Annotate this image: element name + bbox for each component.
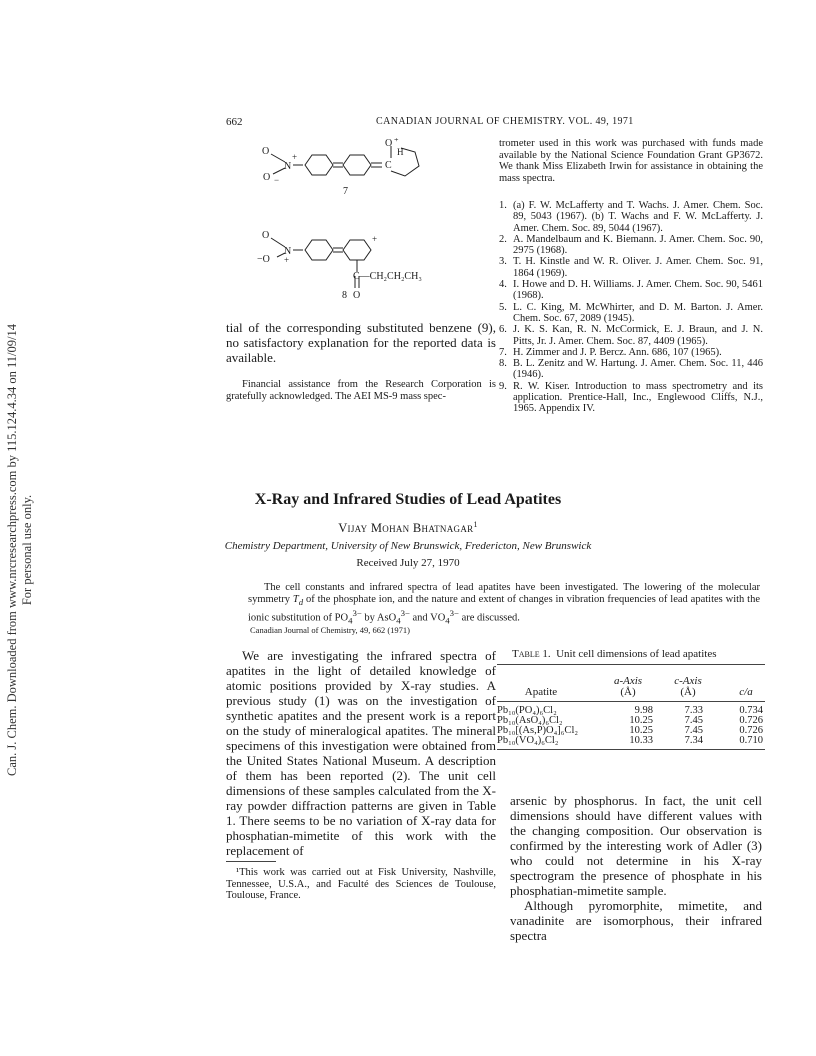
s7-ring-2 [343,155,371,175]
cell-apatite: Pb₁₀(VO₄)₆Cl₂ [497,735,559,746]
article-title: X-Ray and Infrared Studies of Lead Apatites [254,491,562,508]
running-head [226,116,762,130]
table-top-rule [497,664,765,665]
abstract-and: and [412,612,428,624]
symmetry-symbol: T [292,593,299,605]
reference-item [499,302,763,325]
cell-a-axis: 10.33 [629,735,653,746]
author-footnote: ¹This work was carried out at Fisk University, Nashville, Tennessee, U.S.A., and Faculté des Sciences de Toulouse, Toulouse, France. [226,867,496,901]
cell-c-axis: 7.45 [684,715,703,726]
arsenate-ion: AsO [376,612,397,624]
reference-text: (a) F. W. McLafferty and T. Wachs. J. Amer. Chem. Soc. 89, 5043 (1967). (b) T. Wachs and F. W. McLafferty. J. Amer. Chem. Soc. 89, 5044 (1967). [513,200,763,234]
download-notice-line-2: For personal use only. [20,494,34,606]
cell-apatite: Pb₁₀(AsO₄)₆Cl₂ [497,715,563,726]
cell-c-over-a: 0.726 [739,715,763,726]
body-paragraph-2: arsenic by phosphorus. In fact, the unit cell dimensions should have different values with the changing composition. Our observation is confirmed by the interesting work of Adler (3) who could not determine in his X-ray spectrogram the presence of phosphate in his phosphatian-mimetite sample. [510,793,762,898]
vanadate-ion: VO [430,612,446,624]
s7-cyclic-chain [391,146,419,176]
header-apatite: Apatite [524,686,558,698]
cell-a-axis: 10.25 [629,715,653,726]
table-label: Table 1. [512,648,551,660]
cell-c-over-a: 0.734 [739,705,763,716]
header-a-unit: (Å) [620,686,636,698]
reference-number: 3. [499,256,507,268]
s8-ring-1 [305,240,333,260]
cell-c-axis: 7.34 [684,735,703,746]
s8-n: N [284,246,292,257]
reference-number: 2. [499,233,507,245]
table-caption [512,648,762,660]
arsenate-ion-charge: 3− [400,608,410,619]
reference-number: 1. [499,200,507,211]
body-paragraph-1: We are investigating the infrared spectra of apatites in the light of detailed knowledge of atomic positions provided by X-ray studies. A previous study (1) was on the investigation of synthetic apatites and the present work is a report on the study of mineralogical apatites. The mineral specimens of this investigation were obtained from the United States National Museum. A description of them has been reported (2). The unit cell dimensions of these samples calculated from the X-ray powder diffraction patterns are given in Table 1. There seems to be no variation of X-ray data for phosphatian-mimetite of this work with the replacement of [226,648,496,858]
cell-apatite: Pb₁₀[(As,P)O₄]₆Cl₂ [497,725,579,736]
abstract-by: by [364,612,375,624]
symmetry-subscript: d [298,596,304,607]
reference-number: 7. [499,346,507,358]
phosphate-ion-charge: 3− [352,608,362,619]
table-bottom-rule [497,749,765,750]
cell-c-over-a: 0.710 [739,735,763,746]
body-left-column [226,648,496,858]
table-row [497,736,765,746]
journal-header: CANADIAN JOURNAL OF CHEMISTRY. VOL. 49, 1971 [376,116,634,127]
cell-c-axis: 7.33 [684,705,703,716]
reference-item [499,200,763,234]
reference-text: T. H. Kinstle and W. R. Oliver. J. Amer. Chem. Soc. 91, 1864 (1969). [513,256,763,279]
reference-item [499,234,763,257]
body-right-column [510,793,762,943]
vanadate-ion-sub: 4 [445,615,450,626]
acknowledgement-left: Financial assistance from the Research Corporation is gratefully acknowledged. The AEI MS-9 mass spec- [226,379,496,402]
s8-o-bottom: O [353,290,361,301]
s8-n-plus: + [284,255,290,265]
structure-8-label: 8 [342,290,347,301]
abstract-lead: The cell constants and infrared spectra of lead apatites have been investigated. The lowering of the molecular symmetry [248,582,760,605]
page-number: 662 [226,116,243,128]
s7-bond-o-n [271,154,285,162]
abstract-mid: of the phosphate ion, and the nature and extent of changes in vibration frequencies of lead apatites with the ionic substitution of [248,593,761,624]
s7-o-bottom: O [263,172,271,183]
reference-number: 8. [499,358,507,370]
reference-text: I. Howe and D. H. Williams. J. Amer. Chem. Soc. 90, 5461 (1968). [513,279,763,302]
reference-number: 6. [499,324,507,336]
s7-h: H [397,147,404,157]
journal-citation: Canadian Journal of Chemistry, 49, 662 (1971) [250,625,410,635]
phosphate-ion: PO [334,612,349,624]
s7-o-top: O [262,146,270,157]
structure-diagrams [255,138,465,303]
prev-article-conclusion: tial of the corresponding substituted benzene (9), no satisfactory explanation for the reported data is available. [226,320,496,365]
abstract-tail: are discussed. [461,612,520,624]
structure-7-label: 7 [343,186,348,197]
cell-c-axis: 7.45 [684,725,703,736]
acknowledgement-right [499,138,763,184]
author-name: Vijay Mohan Bhatnagar [338,521,474,536]
prev-article-left [226,320,496,402]
phosphate-ion-sub: 4 [348,615,353,626]
s7-n-plus: + [292,152,298,162]
cell-c-over-a: 0.726 [739,725,763,736]
cell-a-axis: 9.98 [634,705,653,716]
s7-c: C [385,160,392,171]
s8-o-minus: −O [257,254,270,265]
download-notice-line-1: Can. J. Chem. Downloaded from www.nrcresearchpress.com by 115.124.4.34 on 11/09/14 [5,324,19,776]
body-paragraph-3: Although pyromorphite, mimetite, and vanadinite are isomorphous, their infrared spectra [510,898,762,943]
reference-list [499,200,763,415]
article-author [0,520,816,536]
arsenate-ion-sub: 4 [396,615,401,626]
s8-bond-o-n [271,238,285,247]
s8-side-chain: C—CH₂CH₂CH₃ [353,271,422,282]
received-date: Received July 27, 1970 [356,557,460,569]
cell-apatite: Pb₁₀(PO₄)₆Cl₂ [497,705,557,716]
reference-text: B. L. Zenitz and W. Hartung. J. Amer. Chem. Soc. 11, 446 (1946). [513,358,763,381]
table-title: Unit cell dimensions of lead apatites [556,648,717,660]
author-footnote-mark: 1 [473,520,478,529]
reference-item [499,347,763,358]
vanadate-ion-charge: 3− [449,608,459,619]
abstract [248,582,760,627]
reference-item [499,256,763,279]
reference-text: R. W. Kiser. Introduction to mass spectrometry and its application. Prentice-Hall, Inc., Englewood Cliffs, N.J., 1965. Appendix IV. [513,380,763,415]
reference-text: L. C. King, M. McWhirter, and D. M. Barton. J. Amer. Chem. Soc. 67, 2089 (1945). [513,301,763,324]
reference-item [499,324,763,347]
reference-number: 5. [499,301,507,313]
s7-o-minus: − [274,175,280,185]
chemical-structures [255,138,465,303]
reference-number: 9. [499,380,507,392]
s7-o-plus: O [385,138,393,149]
reference-text: J. K. S. Kan, R. N. McCormick, E. J. Braun, and J. N. Pitts, Jr. J. Amer. Chem. Soc. 87, 4409 (1965). [513,324,763,347]
reference-number: 4. [499,279,507,291]
reference-item [499,358,763,381]
s7-o-plus-charge: + [394,138,399,144]
header-c-axis: c-Axis [674,675,702,687]
s7-ring-1 [305,155,333,175]
author-affiliation: Chemistry Department, University of New Brunswick, Fredericton, New Brunswick [224,540,592,552]
reference-item [499,381,763,415]
s8-ring-2 [343,240,371,260]
s8-ring-plus: + [372,234,378,244]
cell-a-axis: 10.25 [629,725,653,736]
reference-text: A. Mandelbaum and K. Biemann. J. Amer. Chem. Soc. 90, 2975 (1968). [513,233,763,257]
s8-o-top: O [262,230,270,241]
reference-item [499,279,763,302]
header-c-unit: (Å) [680,686,696,698]
s7-n: N [284,161,292,172]
reference-text: H. Zimmer and J. P. Bercz. Ann. 686, 107 (1965). [513,346,722,358]
table-header-rule [497,701,765,702]
acknowledgement-continued: trometer used in this work was purchased with funds made available by the National Science Foundation Grant GP3672. We thank Miss Elizabeth Irwin for assistance in obtaining the mass spectra. [499,138,763,184]
header-a-axis: a-Axis [613,675,643,687]
footnote-rule [226,861,276,862]
header-c-over-a: c/a [739,686,753,698]
